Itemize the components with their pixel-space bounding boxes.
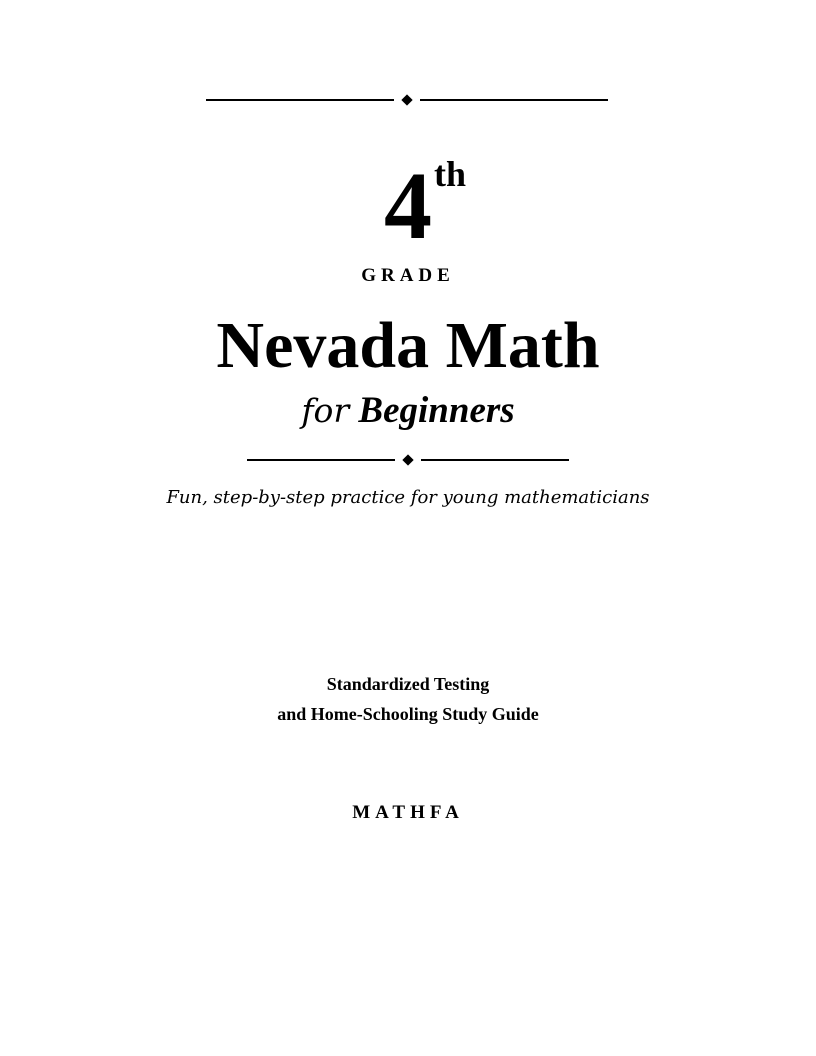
top-divider-left-line [206, 99, 394, 101]
purpose-line-1: Standardized Testing [326, 674, 490, 694]
top-divider [206, 96, 608, 104]
grade-label: GRADE [361, 265, 455, 286]
book-subtitle [0, 388, 816, 434]
grade-number [384, 152, 467, 259]
top-divider-right-line [420, 99, 608, 101]
grade-number-block [0, 152, 816, 259]
purpose-line-2: and Home-Schooling Study Guide [277, 704, 539, 724]
middle-divider-right-line [421, 459, 569, 461]
middle-divider [247, 456, 569, 464]
middle-divider-left-line [247, 459, 395, 461]
book-title: Nevada Math [216, 309, 600, 382]
top-divider-diamond-icon [401, 94, 412, 105]
grade-number-digit: 4 [384, 152, 432, 259]
purpose-statement [0, 669, 816, 729]
middle-divider-diamond-icon [402, 454, 413, 465]
tagline: Fun, step-by-step practice for young mathematicians [166, 487, 650, 508]
grade-suffix: th [434, 154, 467, 194]
subtitle-prefix: for [301, 391, 350, 430]
subtitle-main: Beginners [358, 390, 515, 431]
publisher-name: MATHFA [352, 802, 464, 823]
